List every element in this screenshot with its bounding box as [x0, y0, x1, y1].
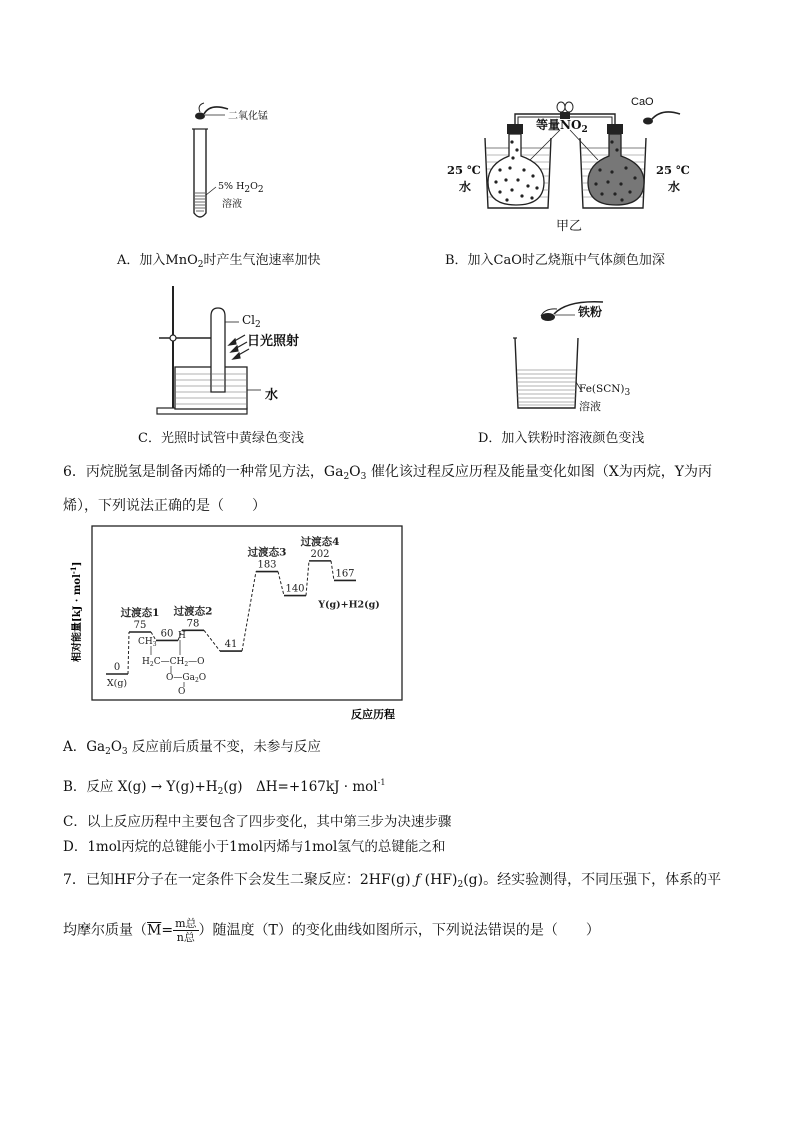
energy-value-label-8: 167: [335, 568, 355, 580]
state-label-0: X(g): [106, 678, 128, 689]
energy-profile-chart: [66, 522, 416, 722]
state-label-1: 过渡态1: [120, 607, 160, 619]
q6-option-d: D．1mol丙烷的总键能小于1mol丙烯与1mol氢气的总键能之和: [63, 839, 446, 855]
spoon-icon: [195, 103, 228, 120]
energy-value-label-0: 0: [113, 662, 121, 673]
annotation-h: H: [178, 631, 186, 641]
x-axis-label: 反应历程: [351, 708, 395, 721]
energy-value-label-5: 183: [257, 559, 277, 571]
figure-c-stand: [145, 280, 345, 420]
state-label-8: Y(g)+H2(g): [318, 599, 380, 611]
annotation-o: O: [178, 687, 186, 697]
caption-d: D．加入铁粉时溶液颜色变浅: [478, 431, 645, 446]
annotation-ch3: $CH_3$: [138, 637, 157, 648]
caption-b: B．加入CaO时乙烧瓶中气体颜色加深: [445, 253, 665, 268]
label-flasks: 甲乙: [556, 219, 583, 234]
q6-option-a: A．$Ga_2O_3$ 反应前后质量不变，未参与反应: [63, 739, 321, 757]
label-water-right: 水: [668, 180, 681, 194]
energy-value-label-7: 202: [310, 548, 330, 560]
label-mno2: 二氧化锰: [228, 111, 268, 122]
mass-fraction: [173, 917, 198, 944]
q6-option-b: B．反应 $X(g) \to Y(g)+H_2(g)$ ΔH=+167kJ · mol$^{-1}$: [63, 778, 386, 797]
label-fescn-solution: 溶液: [579, 400, 601, 413]
annotation-ga2o: $O—Ga_2O$: [166, 673, 207, 684]
label-iron: 铁粉: [578, 305, 603, 319]
annotation-h2c: $H_2C—CH_2—O$: [142, 657, 205, 668]
label-h2o2: 5% H2O2: [218, 181, 264, 195]
caption-a: A．加入MnO$_2$时产生气泡速率加快: [117, 253, 321, 270]
label-fescn: Fe(SCN)3: [579, 383, 631, 398]
spoon-icon: [643, 112, 680, 125]
m-bar: $\overline{M}$: [147, 922, 162, 939]
state-label-5: 过渡态3: [247, 546, 287, 559]
energy-value-label-3: 78: [186, 618, 200, 630]
label-sunlight: 日光照射: [247, 334, 300, 349]
label-cao: CaO: [631, 96, 654, 108]
y-axis-label: 相对能量[kJ · mol$^{-1}$]: [69, 561, 83, 662]
caption-c: C．光照时试管中黄绿色变浅: [138, 431, 304, 446]
label-water-left: 水: [459, 180, 472, 194]
label-cl2: $Cl_2$: [242, 313, 261, 330]
energy-value-label-4: 41: [224, 639, 238, 651]
label-temp-left: 25 ℃: [447, 163, 481, 177]
label-temp-right: 25 ℃: [656, 163, 690, 177]
state-label-3: 过渡态2: [173, 605, 213, 618]
question-6-line2: 烯），下列说法正确的是（ ）: [63, 498, 266, 514]
figure-b-flasks: [440, 90, 700, 220]
q6-option-c: C．以上反应历程中主要包含了四步变化，其中第三步为决速步骤: [63, 814, 452, 830]
question-6-line1: 6．丙烷脱氢是制备丙烯的一种常见方法，$Ga_2O_3$ 催化该过程反应历程及能量变化如图（X为丙烷，Y为丙: [63, 464, 713, 482]
energy-value-label-6: 140: [285, 583, 305, 595]
question-7-line1: 7．已知HF分子在一定条件下会发生二聚反应：2HF(g) ƒ $(HF)_2(g)$。经实验测得，不同压强下，体系的平: [63, 872, 722, 890]
label-water-c: 水: [265, 388, 279, 403]
label-h2o2-solution: 溶液: [222, 199, 242, 210]
energy-value-label-1: 75: [133, 620, 147, 631]
question-7-line2: 均摩尔质量（$\overline{M}=$ m总 n总 ）随温度（T）的变化曲线如图所示，下列说法错误的是（ ）: [63, 917, 600, 944]
state-label-7: 过渡态4: [300, 535, 340, 548]
energy-value-label-2: 60: [160, 628, 174, 640]
fraction-denominator: n总: [176, 931, 195, 944]
sunlight-arrows-icon: [229, 335, 249, 359]
label-no2: 等量$NO_2$: [536, 118, 588, 135]
fraction-numerator: m总: [175, 917, 197, 930]
